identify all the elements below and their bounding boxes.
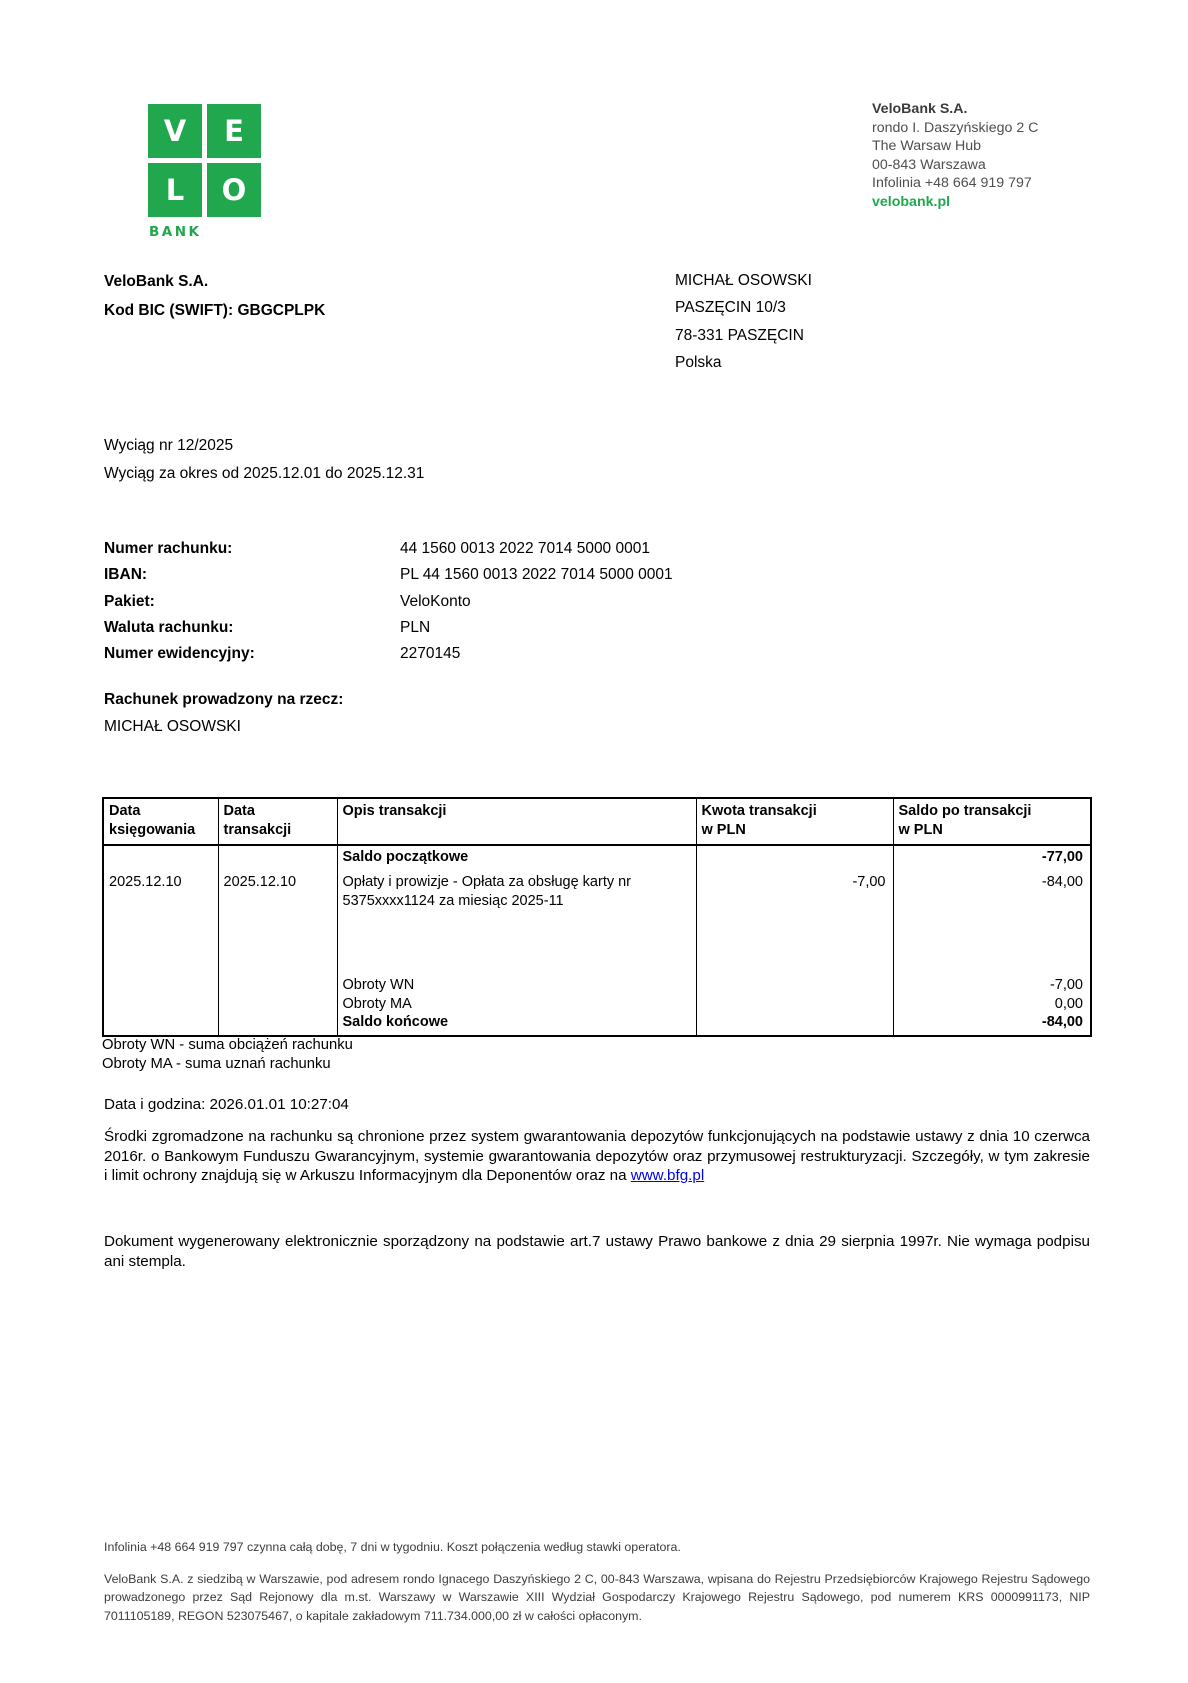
closing-balance-row	[103, 1013, 1091, 1036]
empty-cell	[696, 845, 893, 871]
empty-cell	[218, 995, 337, 1014]
turnover-debit-value: -7,00	[893, 976, 1091, 995]
empty-cell	[103, 919, 218, 976]
empty-cell	[337, 919, 696, 976]
letterhead-address-line3: 00-843 Warszawa	[872, 156, 986, 173]
sender-swift-code: Kod BIC (SWIFT): GBGCPLPK	[104, 302, 326, 319]
table-footnotes	[102, 1036, 353, 1074]
empty-cell	[103, 1013, 218, 1036]
deposit-protection-paragraph	[104, 1127, 1090, 1186]
header-booking-date	[103, 798, 218, 845]
empty-cell	[696, 919, 893, 976]
closing-balance-value: -84,00	[893, 1013, 1091, 1036]
header-booking-date-line1: Data	[109, 803, 141, 819]
footer-company-legal: VeloBank S.A. z siedzibą w Warszawie, pod adresem rondo Ignacego Daszyńskiego 2 C, 00-843 Warszawa, wpisana do Rejestru Przedsiębiorców Krajowego Rejestru Sądowego prowadzonego przez Sąd Rejonowy dla m.st. Warszawy w Warszawie XIII Wydział Gospodarczy Krajowego Rejestru Sądowego, pod numerem KRS 0000991173, NIP 7011105189, REGON 523075467, o kapitale zakładowym 711.734.000,00 zł w całości opłaconym.	[104, 1572, 1090, 1623]
header-booking-date-line2: księgowania	[109, 821, 196, 838]
footer-infoline: Infolinia +48 664 919 797 czynna całą dobę, 7 dni w tygodniu. Koszt połączenia według stawki operatora.	[104, 1540, 681, 1554]
header-amount-line2: w PLN	[701, 821, 746, 838]
header-transaction-date-line1: Data	[223, 803, 255, 819]
letterhead-block	[872, 100, 1038, 212]
recipient-name: MICHAŁ OSOWSKI	[675, 272, 812, 289]
velobank-logo	[148, 104, 261, 240]
transaction-amount: -7,00	[696, 871, 893, 919]
logo-letter-l: L	[148, 163, 202, 217]
deposit-protection-text: Środki zgromadzone na rachunku są chronione przez system gwarantowania depozytów funkcjonujących na podstawie ustawy z dnia 10 czerwca 2016r. o Bankowym Funduszu Gwarancyjnym, systemie gwarantowania depozytów oraz przymusowej restrukturyzacji. Szczegóły, w tym zakresie i limit ochrony znajdują się w Arkuszu Informacyjnym dla Deponentów oraz na	[104, 1128, 1090, 1185]
velobank-logo-grid	[148, 104, 261, 217]
turnover-credit-label: Obroty MA	[337, 995, 696, 1014]
account-details	[104, 540, 673, 671]
empty-cell	[218, 919, 337, 976]
empty-cell	[696, 1013, 893, 1036]
package-label: Pakiet:	[104, 592, 155, 610]
empty-cell	[103, 845, 218, 871]
account-number-value: 44 1560 0013 2022 7014 5000 0001	[400, 540, 650, 557]
header-balance-line1: Saldo po transakcji	[898, 803, 1032, 819]
empty-cell	[696, 976, 893, 995]
package-value: VeloKonto	[400, 592, 471, 610]
footnote-credit-definition: Obroty MA - suma uznań rachunku	[102, 1056, 331, 1072]
letterhead-bank-name: VeloBank S.A.	[872, 101, 968, 117]
table-spacer-row	[103, 919, 1091, 976]
statement-period: Wyciąg za okres od 2025.12.01 do 2025.12.31	[104, 464, 425, 482]
empty-cell	[893, 919, 1091, 976]
empty-cell	[103, 995, 218, 1014]
turnover-debit-row	[103, 976, 1091, 995]
recipient-block	[675, 267, 812, 377]
closing-balance-label: Saldo końcowe	[337, 1013, 696, 1036]
transaction-booking-date: 2025.12.10	[103, 871, 218, 919]
header-amount-line1: Kwota transakcji	[701, 803, 817, 819]
empty-cell	[218, 845, 337, 871]
header-transaction-date-line2: transakcji	[223, 821, 292, 838]
generation-datetime: Data i godzina: 2026.01.01 10:27:04	[104, 1096, 349, 1113]
empty-cell	[103, 976, 218, 995]
transactions-table	[102, 797, 1092, 1037]
sender-block	[104, 267, 325, 325]
logo-letter-o: O	[207, 163, 261, 217]
logo-letter-v: V	[148, 104, 202, 158]
letterhead-website: velobank.pl	[872, 193, 951, 210]
letterhead-infoline: Infolinia +48 664 919 797	[872, 175, 1032, 192]
account-owner-name: MICHAŁ OSOWSKI	[104, 718, 241, 735]
recipient-address-line1: PASZĘCIN 10/3	[675, 299, 786, 317]
bfg-link[interactable]: www.bfg.pl	[630, 1167, 705, 1185]
iban-label: IBAN:	[104, 566, 148, 584]
footnote-debit-definition: Obroty WN - suma obciążeń rachunku	[102, 1037, 353, 1053]
empty-cell	[696, 995, 893, 1014]
account-owner-block	[104, 691, 343, 736]
header-description	[337, 798, 696, 845]
account-number-label: Numer rachunku:	[104, 540, 233, 557]
recipient-address-line2: 78-331 PASZĘCIN	[675, 326, 804, 344]
header-description-line1: Opis transakcji	[342, 803, 447, 819]
header-transaction-date	[218, 798, 337, 845]
electronic-document-paragraph: Dokument wygenerowany elektronicznie sporządzony na podstawie art.7 ustawy Prawo bankowe z dnia 29 sierpnia 1997r. Nie wymaga podpisu ani stempla.	[104, 1233, 1090, 1270]
iban-value: PL 44 1560 0013 2022 7014 5000 0001	[400, 566, 673, 584]
statement-number: Wyciąg nr 12/2025	[104, 437, 234, 454]
record-number-label: Numer ewidencyjny:	[104, 645, 255, 663]
logo-bank-caption: BANK	[149, 224, 202, 240]
account-detail-row	[104, 593, 673, 619]
turnover-debit-label: Obroty WN	[337, 976, 696, 995]
account-detail-row	[104, 540, 673, 566]
record-number-value: 2270145	[400, 645, 461, 663]
account-owner-heading: Rachunek prowadzony na rzecz:	[104, 691, 344, 708]
transaction-row	[103, 871, 1091, 919]
letterhead-address-line2: The Warsaw Hub	[872, 138, 982, 155]
currency-label: Waluta rachunku:	[104, 618, 234, 636]
turnover-credit-row	[103, 995, 1091, 1014]
transaction-description: Opłaty i prowizje - Opłata za obsługę karty nr 5375xxxx1124 za miesiąc 2025-11	[337, 871, 696, 919]
empty-cell	[218, 976, 337, 995]
account-detail-row	[104, 645, 673, 671]
opening-balance-label: Saldo początkowe	[337, 845, 696, 871]
letterhead-address-line1: rondo I. Daszyńskiego 2 C	[872, 119, 1039, 136]
sender-bank-name: VeloBank S.A.	[104, 273, 209, 290]
statement-heading	[104, 432, 424, 487]
table-header-row	[103, 798, 1091, 845]
transaction-date: 2025.12.10	[218, 871, 337, 919]
recipient-country: Polska	[675, 354, 722, 372]
logo-letter-e: E	[207, 104, 261, 158]
turnover-credit-value: 0,00	[893, 995, 1091, 1014]
empty-cell	[218, 1013, 337, 1036]
currency-value: PLN	[400, 618, 431, 636]
opening-balance-row	[103, 845, 1091, 871]
account-detail-row	[104, 566, 673, 592]
opening-balance-value: -77,00	[893, 845, 1091, 871]
account-detail-row	[104, 619, 673, 645]
header-balance-line2: w PLN	[898, 821, 943, 838]
header-balance	[893, 798, 1091, 845]
transaction-balance: -84,00	[893, 871, 1091, 919]
header-amount	[696, 798, 893, 845]
